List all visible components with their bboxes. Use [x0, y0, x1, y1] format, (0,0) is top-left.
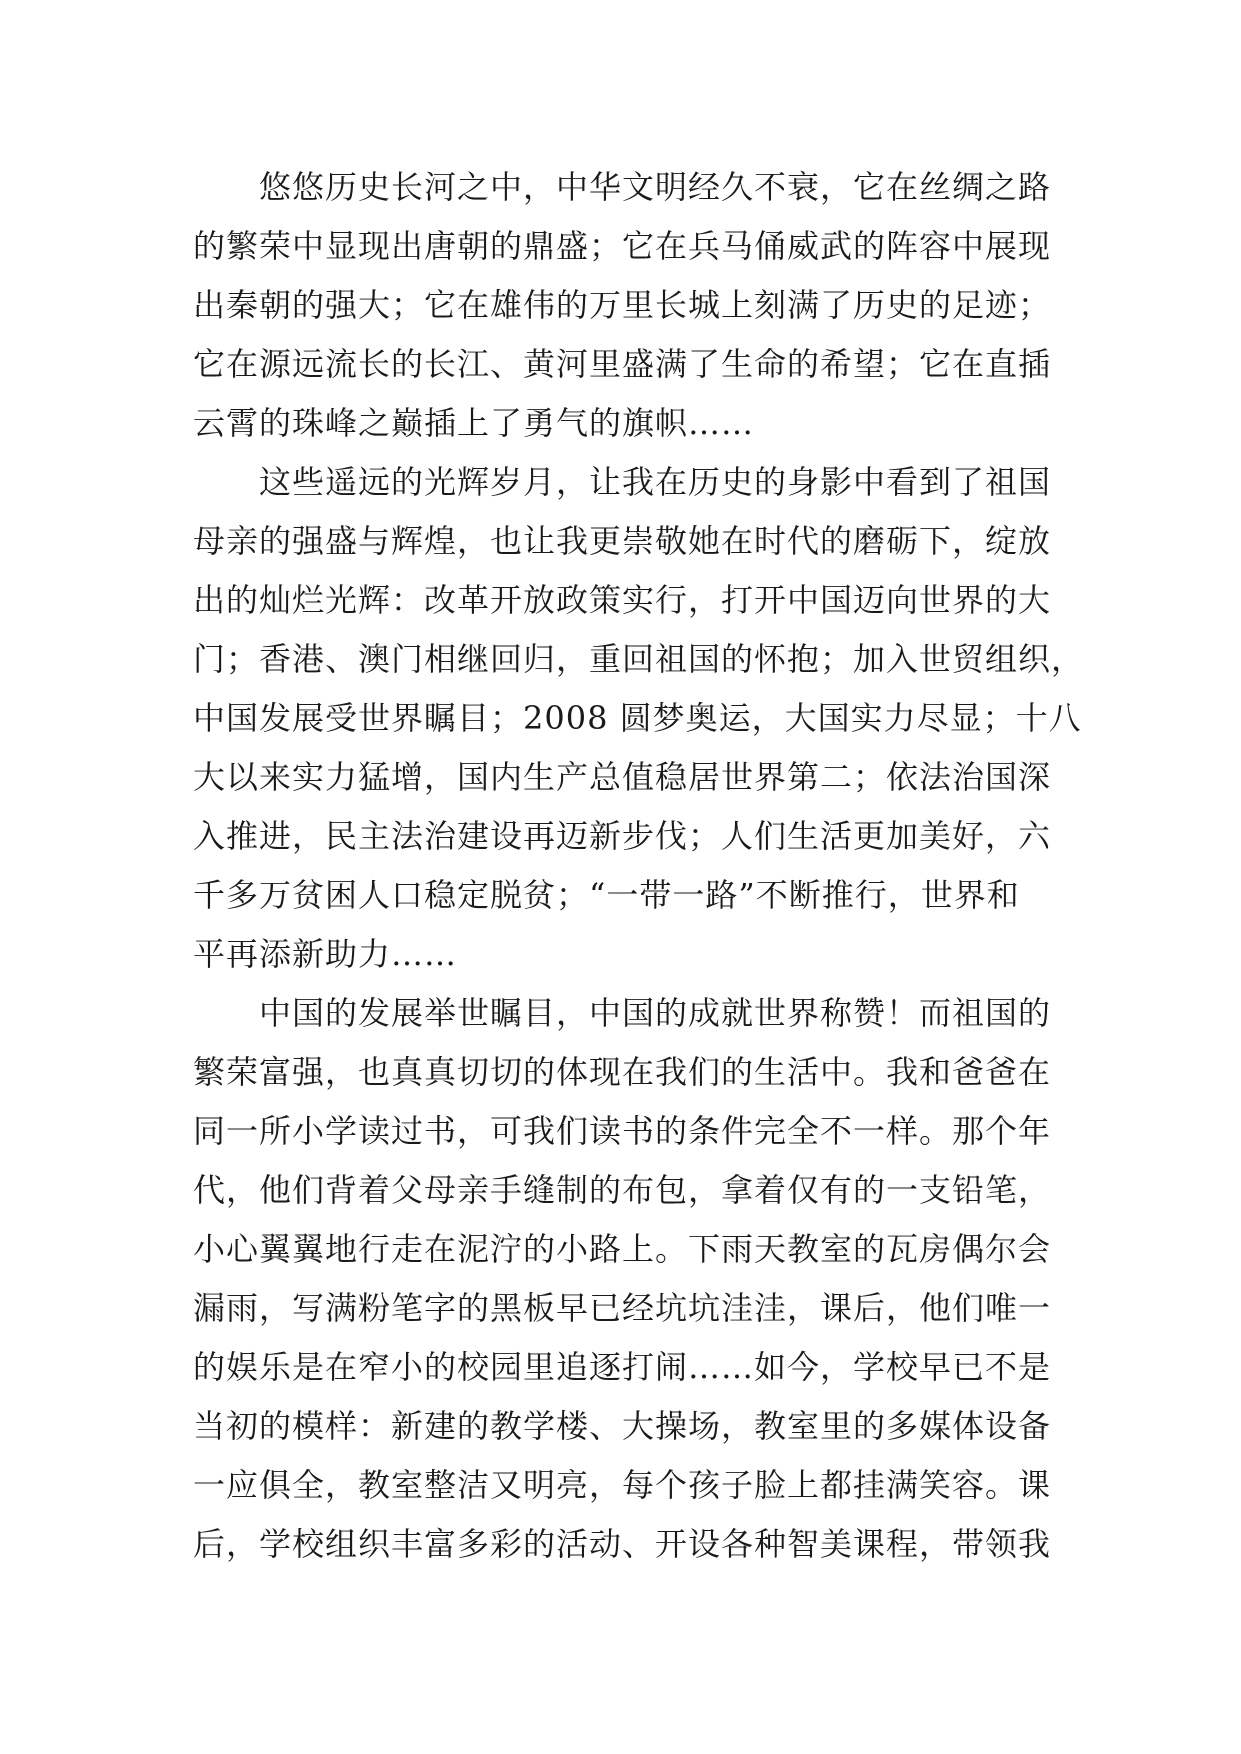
- text-line: 出秦朝的强大；它在雄伟的万里长城上刻满了历史的足迹；: [193, 286, 1052, 324]
- text-line: 后，学校组织丰富多彩的活动、开设各种智美课程，带领我: [193, 1525, 1052, 1563]
- text-line: 这些遥远的光辉岁月，让我在历史的身影中看到了祖国: [193, 463, 1052, 501]
- text-line: 漏雨，写满粉笔字的黑板早已经坑坑洼洼，课后，他们唯一: [193, 1289, 1052, 1327]
- text-line: 悠悠历史长河之中，中华文明经久不衰，它在丝绸之路: [193, 168, 1052, 206]
- text-line: 中国的发展举世瞩目，中国的成就世界称赞！而祖国的: [193, 994, 1052, 1032]
- body-text: [193, 158, 1085, 1574]
- text-line: 的娱乐是在窄小的校园里追逐打闹……如今，学校早已不是: [193, 1348, 1052, 1386]
- text-line: 中国发展受世界瞩目；2008 圆梦奥运，大国实力尽显；十八: [193, 699, 1082, 737]
- text-line: 当初的模样：新建的教学楼、大操场，教室里的多媒体设备: [193, 1407, 1052, 1445]
- text-line: 出的灿烂光辉：改革开放政策实行，打开中国迈向世界的大: [193, 581, 1052, 619]
- text-line: 平再添新助力……: [193, 935, 458, 973]
- text-line: 代，他们背着父母亲手缝制的布包，拿着仅有的一支铅笔，: [193, 1171, 1052, 1209]
- text-line: 的繁荣中显现出唐朝的鼎盛；它在兵马俑威武的阵容中展现: [193, 227, 1052, 265]
- text-line: 云霄的珠峰之巅插上了勇气的旗帜……: [193, 404, 755, 442]
- text-line: 一应俱全，教室整洁又明亮，每个孩子脸上都挂满笑容。课: [193, 1466, 1052, 1504]
- text-line: 大以来实力猛增，国内生产总值稳居世界第二；依法治国深: [193, 758, 1052, 796]
- text-line: 千多万贫困人口稳定脱贫；“一带一路”不断推行，世界和: [193, 876, 1020, 914]
- text-line: 同一所小学读过书，可我们读书的条件完全不一样。那个年: [193, 1112, 1052, 1150]
- text-line: 入推进，民主法治建设再迈新步伐；人们生活更加美好，六: [193, 817, 1052, 855]
- text-line: 母亲的强盛与辉煌，也让我更崇敬她在时代的磨砺下，绽放: [193, 522, 1052, 560]
- text-line: 它在源远流长的长江、黄河里盛满了生命的希望；它在直插: [193, 345, 1052, 383]
- text-line: 门；香港、澳门相继回归，重回祖国的怀抱；加入世贸组织，: [193, 640, 1085, 678]
- text-line: 小心翼翼地行走在泥泞的小路上。下雨天教室的瓦房偶尔会: [193, 1230, 1052, 1268]
- text-line: 繁荣富强，也真真切切的体现在我们的生活中。我和爸爸在: [193, 1053, 1052, 1091]
